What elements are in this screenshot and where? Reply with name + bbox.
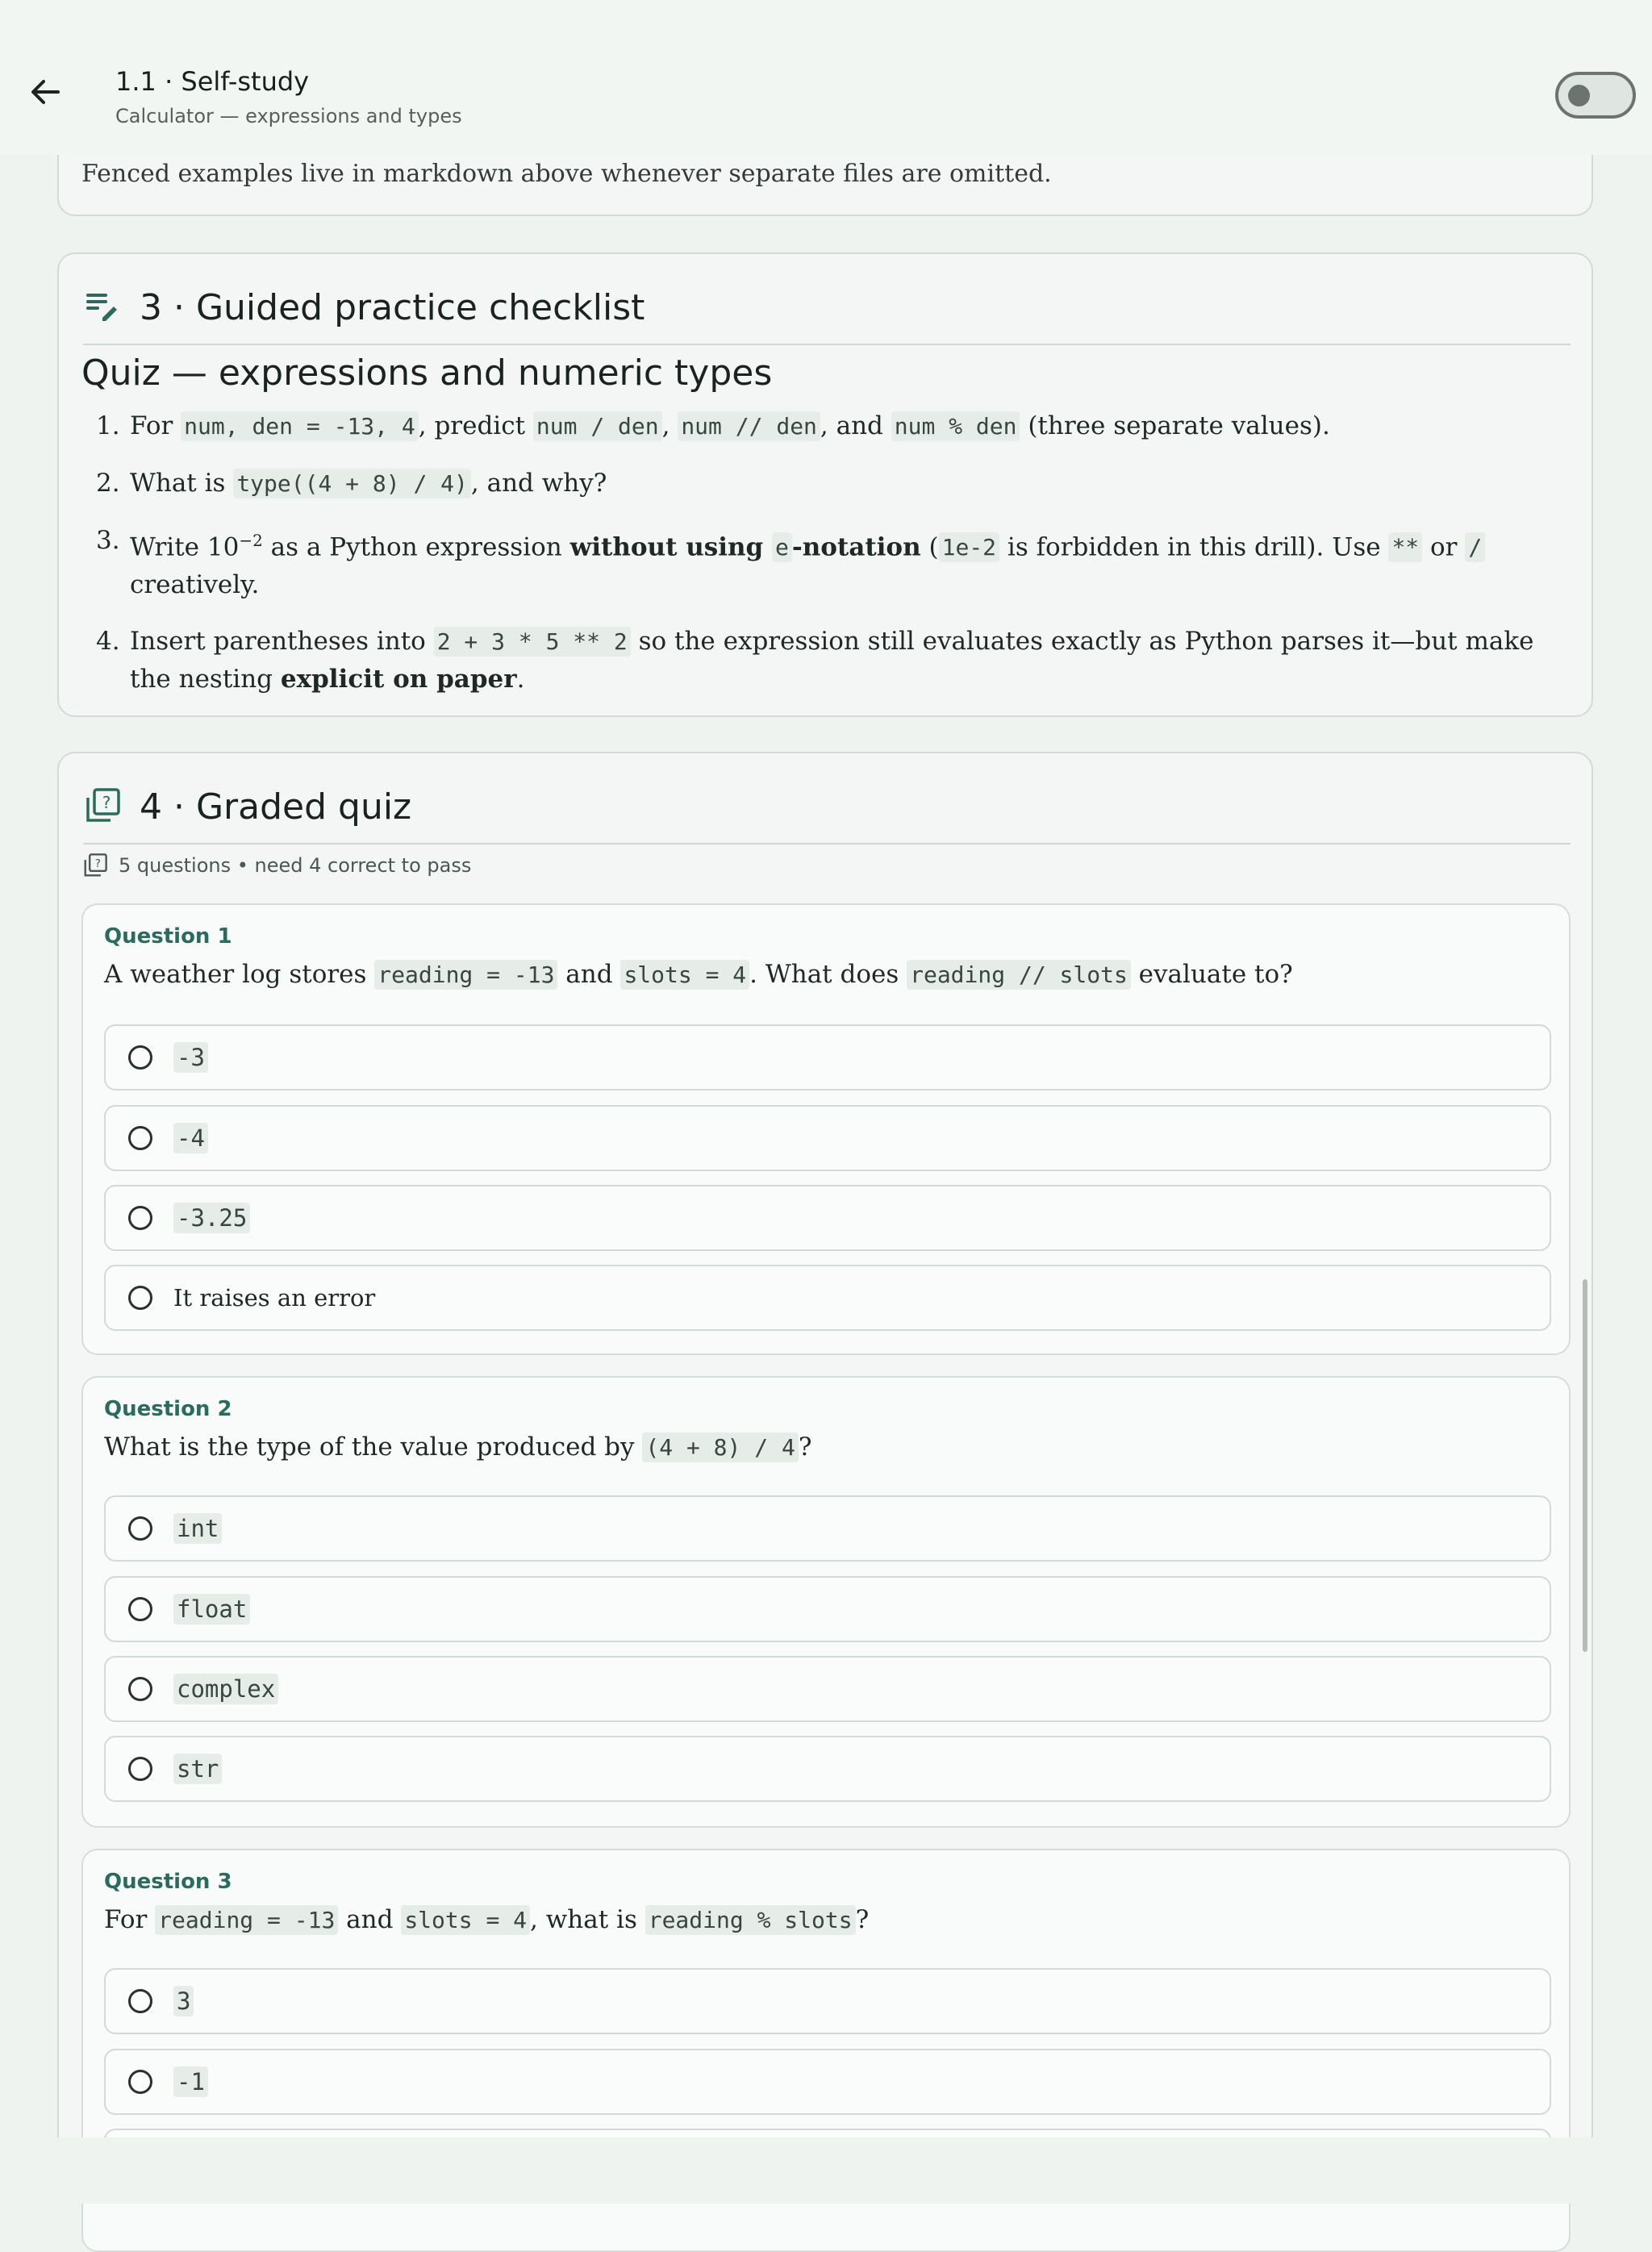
app-bar bbox=[0, 0, 1652, 155]
radio-button[interactable] bbox=[128, 1286, 152, 1310]
answer-option[interactable]: -3 bbox=[104, 1024, 1551, 1091]
question-label: Question 1 bbox=[104, 924, 232, 949]
scrollbar-thumb[interactable] bbox=[1583, 1279, 1587, 1652]
question-label: Question 2 bbox=[104, 1397, 232, 1421]
graded-header bbox=[83, 774, 1571, 844]
radio-button[interactable] bbox=[128, 1045, 152, 1070]
page-subtitle: Calculator — expressions and types bbox=[115, 105, 462, 127]
bottom-fade bbox=[0, 2137, 1652, 2204]
svg-text:?: ? bbox=[94, 857, 102, 871]
question-text: What is the type of the value produced by (4 + 8) / 4 ? bbox=[104, 1433, 812, 1462]
radio-button[interactable] bbox=[128, 1677, 152, 1701]
svg-text:?: ? bbox=[102, 793, 111, 812]
radio-button[interactable] bbox=[128, 1597, 152, 1621]
radio-button[interactable] bbox=[128, 1989, 152, 2013]
answer-option[interactable]: -1 bbox=[104, 2049, 1551, 2115]
previous-section-text: Fenced examples live in markdown above whenever separate files are omitted. bbox=[81, 160, 1052, 188]
answer-option[interactable]: str bbox=[104, 1736, 1551, 1802]
arrow-left-icon bbox=[29, 76, 61, 108]
radio-button[interactable] bbox=[128, 1126, 152, 1150]
practice-item-4: 4. Insert parentheses into 2 + 3 * 5 ** 2 so the expression still evaluates exactly as Python parses it—but make the nesting explicit on paper. bbox=[96, 627, 1534, 694]
radio-button[interactable] bbox=[128, 1516, 152, 1541]
question-label: Question 3 bbox=[104, 1870, 232, 1894]
practice-quiz-title: Quiz — expressions and numeric types bbox=[81, 352, 773, 394]
practice-item-1: 1. For num, den = -13, 4 , predict num / den , num // den , and num % den (three separate values). bbox=[96, 411, 1330, 440]
answer-option[interactable]: int bbox=[104, 1495, 1551, 1562]
quiz-meta-text: 5 questions • need 4 correct to pass bbox=[119, 854, 472, 877]
practice-list bbox=[96, 407, 1564, 717]
quiz-meta bbox=[83, 853, 471, 878]
answer-option[interactable]: -3.25 bbox=[104, 1185, 1551, 1251]
answer-option[interactable]: complex bbox=[104, 1656, 1551, 1722]
quiz-icon bbox=[85, 788, 120, 824]
practice-header bbox=[83, 274, 1571, 345]
answer-option[interactable]: 3 bbox=[104, 1968, 1551, 2034]
theme-toggle[interactable] bbox=[1555, 72, 1636, 119]
toggle-knob bbox=[1568, 85, 1590, 106]
question-text: A weather log stores reading = -13 and slots = 4 . What does reading // slots evaluate to? bbox=[104, 960, 1293, 989]
question-2 bbox=[81, 1376, 1571, 1828]
quiz-small-icon bbox=[83, 853, 107, 878]
radio-button[interactable] bbox=[128, 1757, 152, 1781]
practice-item-2: 2. What is type((4 + 8) / 4) , and why? bbox=[96, 469, 607, 498]
checklist-edit-icon bbox=[85, 289, 120, 324]
practice-checklist-card bbox=[57, 252, 1593, 717]
practice-heading: 3 · Guided practice checklist bbox=[140, 287, 645, 328]
question-text: For reading = -13 and slots = 4 , what is reading % slots ? bbox=[104, 1905, 870, 1934]
radio-button[interactable] bbox=[128, 1206, 152, 1230]
question-1 bbox=[81, 903, 1571, 1355]
graded-quiz-card bbox=[57, 752, 1593, 2204]
answer-option[interactable]: float bbox=[104, 1576, 1551, 1642]
answer-option[interactable]: It raises an error bbox=[104, 1265, 1551, 1331]
page-title: 1.1 · Self-study bbox=[115, 66, 310, 97]
back-button[interactable] bbox=[24, 71, 66, 113]
practice-item-3: 3. Write $10^{-2}$ as a Python expression without using e -notation ( 1e-2 is forbidden in this drill). Use ** or / creatively. bbox=[96, 522, 1564, 603]
radio-button[interactable] bbox=[128, 2070, 152, 2094]
answer-option[interactable]: -4 bbox=[104, 1105, 1551, 1171]
graded-heading: 4 · Graded quiz bbox=[140, 786, 412, 828]
